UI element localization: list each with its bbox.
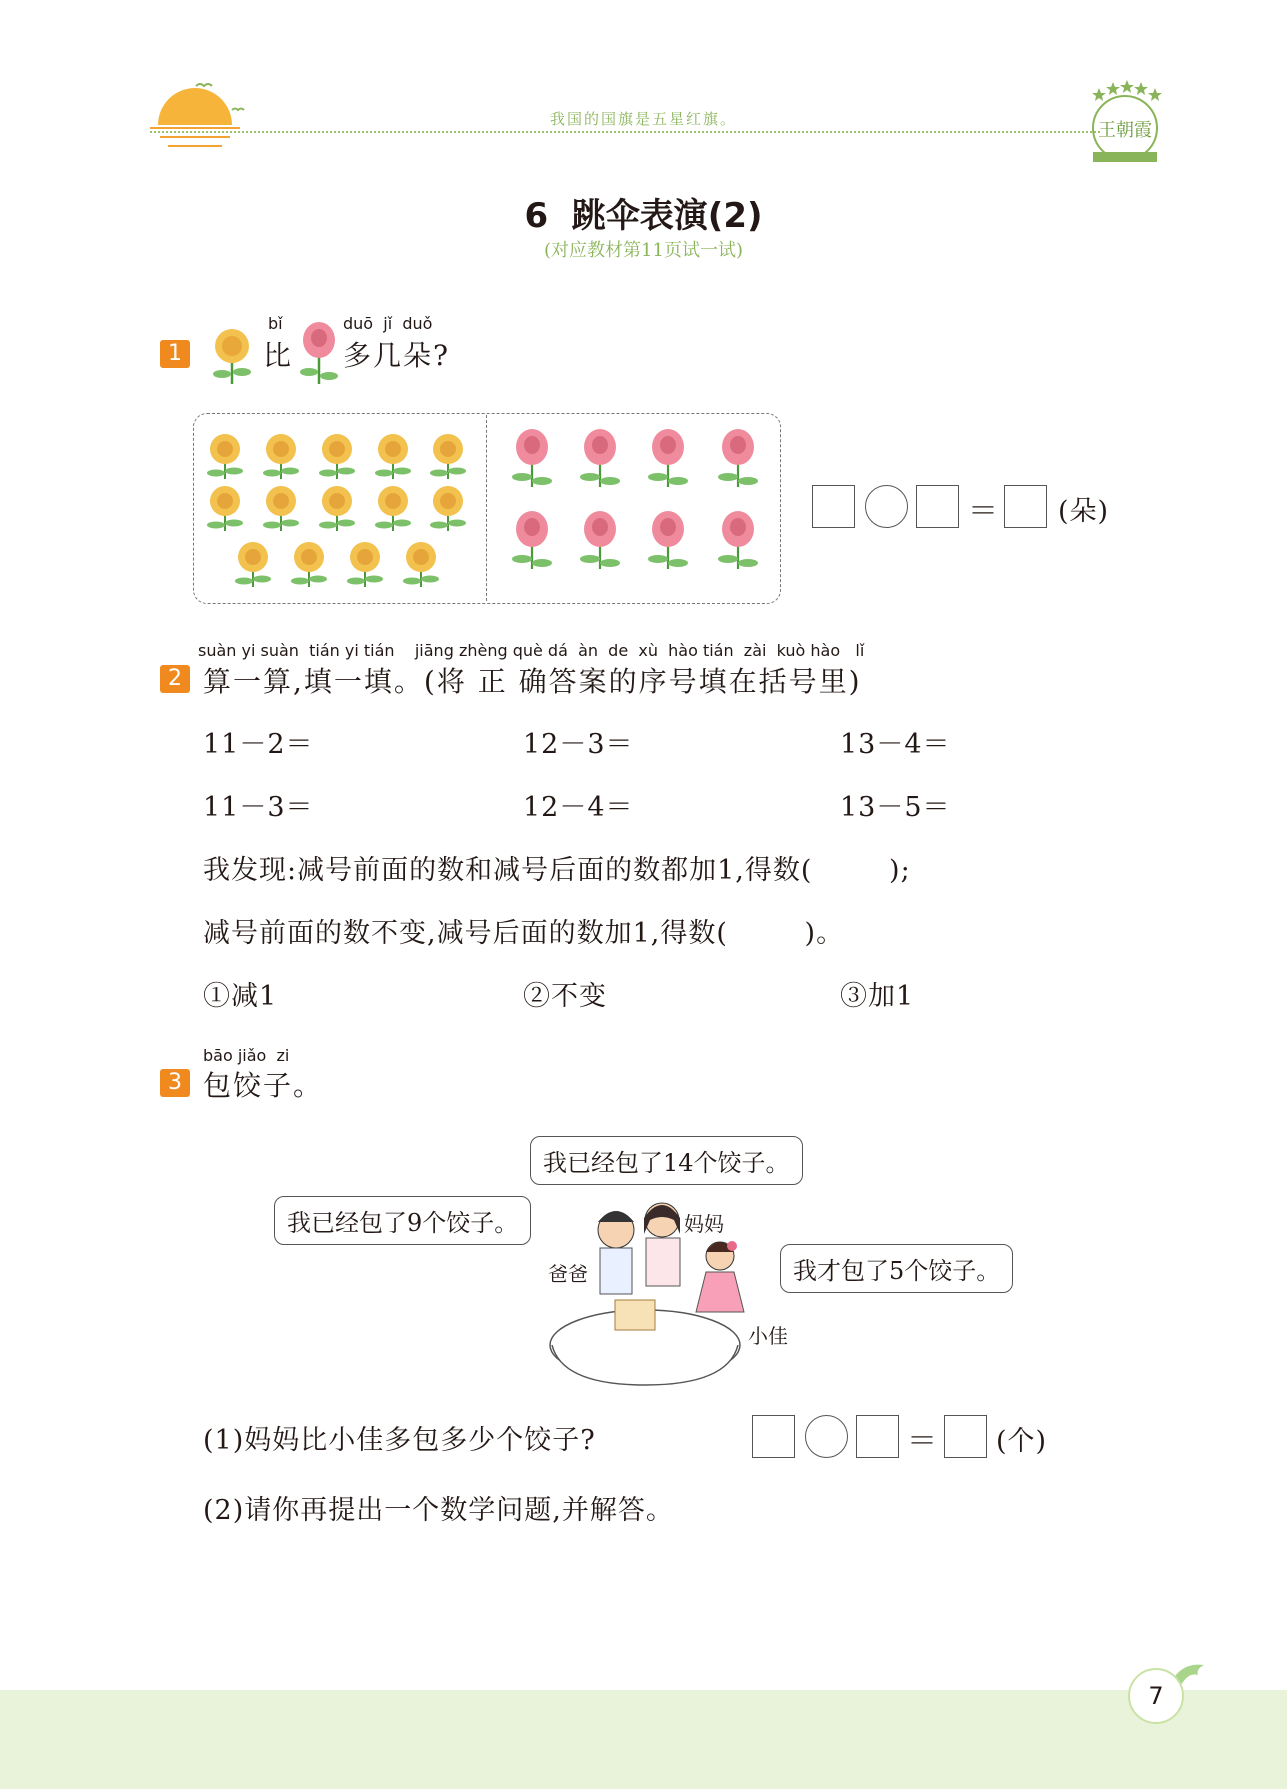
unit-label: (个) (996, 1426, 1048, 1457)
page-subtitle: (对应教材第11页试一试) (544, 240, 743, 261)
sub-question: (2)请你再提出一个数学问题,并解答。 (203, 1495, 674, 1526)
svg-text:王朝霞: 王朝霞 (1098, 120, 1152, 141)
equation: 13－4＝ (840, 729, 951, 760)
equation: 12－4＝ (523, 792, 634, 823)
header-motto: 我国的国旗是五星红旗。 (550, 110, 738, 128)
answer-box[interactable] (752, 1415, 795, 1458)
equation: 12－3＝ (523, 729, 634, 760)
option: ①减1 (203, 981, 278, 1012)
question-text: 比 (263, 339, 294, 372)
chrysanthemum (319, 486, 355, 531)
rose (580, 511, 620, 569)
rose (580, 429, 620, 487)
sub-question: (1)妈妈比小佳多包多少个饺子? (203, 1425, 596, 1456)
label-dad: 爸爸 (548, 1262, 588, 1286)
sun-line (160, 136, 230, 138)
rose (648, 429, 688, 487)
bird-icon (192, 80, 252, 120)
header-divider (150, 131, 1100, 133)
rose (718, 429, 758, 487)
operator-circle[interactable] (865, 485, 908, 528)
question-number: 3 (160, 1069, 190, 1097)
operator-circle[interactable] (805, 1415, 848, 1458)
chrysanthemum (207, 434, 243, 479)
chrysanthemum (347, 542, 383, 587)
rose (512, 511, 552, 569)
label-mom: 妈妈 (684, 1212, 724, 1236)
chrysanthemum (403, 542, 439, 587)
chrysanthemum (319, 434, 355, 479)
answer-box[interactable] (812, 485, 855, 528)
unit-label: (朵) (1058, 496, 1110, 527)
option: ②不变 (523, 981, 607, 1012)
chrysanthemum (291, 542, 327, 587)
chrysanthemum (263, 434, 299, 479)
sun-line (168, 145, 222, 147)
speech-bubble-mom: 我已经包了14个饺子。 (530, 1136, 803, 1185)
footer-band (0, 1690, 1287, 1789)
pinyin: bāo jiǎo zi (203, 1046, 290, 1065)
equation: 11－2＝ (203, 729, 314, 760)
answer-box[interactable] (944, 1415, 987, 1458)
sun-line (150, 127, 240, 129)
speech-bubble-dad: 我已经包了9个饺子。 (274, 1196, 531, 1245)
pinyin: suàn yi suàn tián yi tián jiāng zhèng què dá àn de xù hào tián zài kuò hào lǐ (198, 641, 865, 660)
brand-logo (1085, 76, 1165, 166)
page-title: 6 跳伞表演(2) (524, 196, 763, 236)
question-number: 1 (160, 340, 190, 368)
chrysanthemum (430, 434, 466, 479)
question-text: 多几朵? (343, 339, 451, 372)
pinyin: bǐ (268, 314, 283, 333)
chrysanthemum (375, 434, 411, 479)
equals-sign: ＝ (907, 1424, 937, 1459)
equals-sign: ＝ (968, 494, 998, 529)
page-number: 7 (1128, 1668, 1184, 1724)
chrysanthemum-icon (200, 322, 264, 386)
question-text: 算一算,填一填。(将 正 确答案的序号填在括号里) (203, 665, 862, 698)
finding-text: 减号前面的数不变,减号后面的数加1,得数( )。 (203, 918, 845, 949)
chrysanthemum (375, 486, 411, 531)
answer-box[interactable] (916, 485, 959, 528)
question-text: 包饺子。 (203, 1069, 324, 1102)
rose-icon (294, 320, 344, 386)
answer-box[interactable] (1004, 485, 1047, 528)
equation: 11－3＝ (203, 792, 314, 823)
rose (648, 511, 688, 569)
question-number: 2 (160, 665, 190, 693)
flower-illustration (193, 413, 779, 602)
speech-bubble-girl: 我才包了5个饺子。 (780, 1244, 1013, 1293)
finding-text: 我发现:减号前面的数和减号后面的数都加1,得数( ); (203, 855, 911, 886)
chrysanthemum (235, 542, 271, 587)
label-girl: 小佳 (748, 1324, 788, 1348)
chrysanthemum (207, 486, 243, 531)
chrysanthemum (430, 486, 466, 531)
rose (718, 511, 758, 569)
equation: 13－5＝ (840, 792, 951, 823)
answer-box[interactable] (856, 1415, 899, 1458)
chrysanthemum (263, 486, 299, 531)
pinyin: duō jǐ duǒ (343, 314, 433, 333)
option: ③加1 (840, 981, 915, 1012)
rose (512, 429, 552, 487)
